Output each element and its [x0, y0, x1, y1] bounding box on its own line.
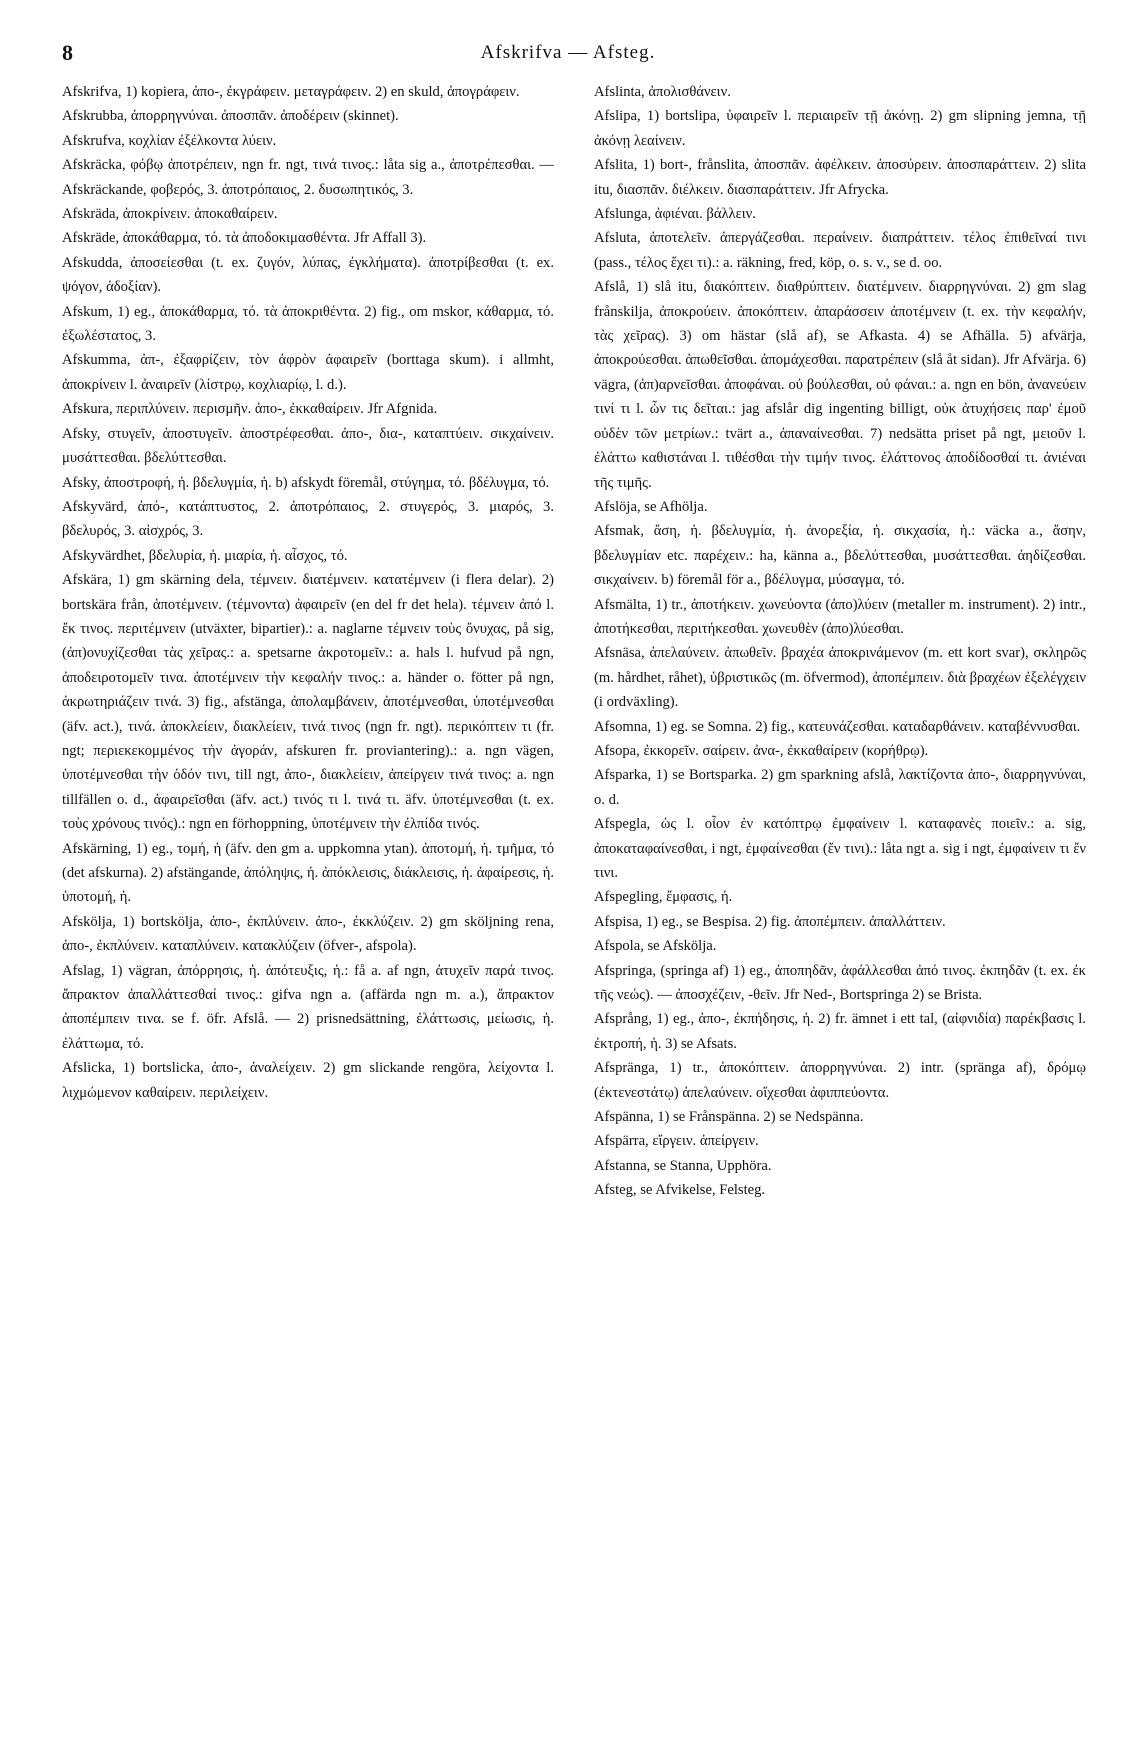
dictionary-entry: Afsparka, 1) se Bortsparka. 2) gm sparkning afslå, λακτίζοντα ἀπο-, διαρρηγνύναι, o. d. — [594, 767, 1086, 808]
dictionary-entry: Afskära, 1) gm skärning dela, τέμνειν. διατέμνειν. κατατέμνειν (i flera delar). 2) bortskära från, ἀποτέμνειν. (τέμνοντα) ἀφαιρεῖν (en del fr det hela). τέμνειν ἀπό l. ἔκ τινος. περιτέμνειν (utväxter, bipartier).: a. naglarne τέμνειν τοὺς ὄνυχας, på sig, (ἀπ)ονυχίζεσθαι τὰς χεῖρας.: a. spetsarne ἀκροτομεῖν.: a. hals l. hufvud på ngn, ἀποδειροτομεῖν τινα. ἀποτέμνειν τὴν κεφαλήν τινος.: a. händer o. fötter på ngn, ἀκρωτηριάζειν τινά. 3) fig., afstänga, ἀπολαμβάνειν, ἀποτέμνεσθαι, ὑποτέμνεσθαι (äfv. act.), τινά. ἀποκλείειν, διακλείειν, τινά τινος (ngn fr. ngt). περικόπτειν τι (fr. ngt; περιεκεκομμένος τὴν ἀγοράν, afskuren fr. proviantering).: a. ngn vägen, ὑποτέμνεσθαι τὴν ὁδόν τινι, till ngt, ἀπο-, διακλείειν, ἀπείργειν τινά τινος: a. ngn tillfällen o. d., ἀφαιρεῖσθαι (äfv. act.) τινός τι l. τινά τι. äfv. ὑποτέμνεσθαι (t. ex. τοὺς χρόνους τινός).: ngn en förhoppning, ὑποτέμνειν τὴν ἐλπίδα τινός. — [62, 572, 554, 833]
dictionary-entry: Afsmak, ἄση, ἡ. βδελυγμία, ἡ. ἀνορεξία, ἡ. σικχασία, ἡ.: väcka a., ἄσην, βδελυγμίαν etc. παρέχειν.: ha, känna a., βδελύττεσθαι, μυσάττεσθαι. ἀηδίζεσθαι. σικχαίνειν. b) föremål för a., βδέλυγμα, μύσαγμα, τό. — [594, 523, 1086, 589]
dictionary-entry: Afslipa, 1) bortslipa, ὑφαιρεῖν l. περιαιρεῖν τῇ ἀκόνῃ. 2) gm slipning jemna, τῇ ἀκόνῃ λεαίνειν. — [594, 108, 1086, 149]
dictionary-entry: Afskudda, ἀποσείεσθαι (t. ex. ζυγόν, λύπας, ἐγκλήματα). ἀποτρίβεσθαι (t. ex. ψόγον, ἀδοξίαν). — [62, 254, 554, 296]
dictionary-entry: Afsky, στυγεῖν, ἀποστυγεῖν. ἀποστρέφεσθαι. ἀπο-, δια-, καταπτύειν. σικχαίνειν. μυσάττεσθαι. βδελύττεσθαι. — [62, 425, 554, 467]
dictionary-entry: Afslå, 1) slå itu, διακόπτειν. διαθρύπτειν. διατέμνειν. διαρρηγνύναι. 2) gm slag frånskilja, ἀποκρούειν. ἀποκόπτειν. ἀπαράσσειν ἀποτέμνειν (t. ex. τὴν κεφαλήν, τὰς χεῖρας). 3) om hästar (slå af), se Afkasta. 4) se Afhälla. 5) afvärja, ἀποκρούεσθαι. ἀπωθεῖσθαι. ἀπομάχεσθαι. παρατρέπειν (slå åt sidan). Jfr Afvärja. 6) vägra, (ἀπ)αρνεῖσθαι. ἀποφάναι. οὐ βούλεσθαι, οὐ φάναι.: a. ngn en bön, ἀνανεύειν τινί τι l. ὧν τις δεῖται.: jag afslår dig ingenting billigt, οὐκ ἀτυχήσεις παρ' ἐμοῦ οὐδὲν τῶν μετρίων.: tvärt a., ἀπαναίνεσθαι. 7) nedsätta priset på ngt, μειοῦν l. ἐλάττω καθιστάναι l. τιθέσθαι τὴν τιμήν τινος. ἐλάττονος ἀποδίδοσθαί τι. ἀνιέναι τῆς τιμῆς. — [594, 279, 1086, 491]
dictionary-entry: Afskumma, ἀπ-, ἐξαφρίζειν, τὸν ἀφρὸν ἀφαιρεῖν (borttaga skum). i allmht, ἀποκρίνειν l. ἀναιρεῖν (λίστρῳ, κοχλιαρίῳ, l. d.). — [62, 352, 554, 393]
dictionary-entry: Afsprång, 1) eg., ἀπο-, ἐκπήδησις, ἡ. 2) fr. ämnet i ett tal, (αἰφνιδία) παρέκβασις l. ἐκτροπή, ἡ. 3) se Afsats. — [594, 1011, 1086, 1052]
dictionary-entry: Afsnäsa, ἀπελαύνειν. ἀπωθεῖν. βραχέα ἀποκρινάμενον (m. ett kort svar), σκληρῶς (m. hårdhet, råhet), ὑβριστικῶς (m. öfvermod), ἀποπέμπειν. διὰ βραχέων ἐξελέγχειν (i ordväxling). — [594, 645, 1086, 711]
dictionary-entry: Afskräda, ἀποκρίνειν. ἀποκαθαίρειν. — [62, 206, 278, 223]
dictionary-entry: Afspränga, 1) tr., ἀποκόπτειν. ἀπορρηγνύναι. 2) intr. (spränga af), δρόμῳ (ἐκτενεστάτῳ) ἀπελαύνειν. οἴχεσθαι ἀφιππεύοντα. — [594, 1060, 1086, 1101]
dictionary-entry: Afspegling, ἔμφασις, ἡ. — [594, 889, 733, 906]
dictionary-entry: Afskräde, ἀποκάθαρμα, τό. τὰ ἀποδοκιμασθέντα. Jfr Affall 3). — [62, 230, 427, 247]
dictionary-entry: Afspärra, εἴργειν. ἀπείργειν. — [594, 1133, 759, 1150]
dictionary-entry: Afstanna, se Stanna, Upphöra. — [594, 1157, 772, 1174]
dictionary-entry: Afsteg, se Afvikelse, Felsteg. — [594, 1182, 766, 1199]
dictionary-entry: Afsomna, 1) eg. se Somna. 2) fig., κατευνάζεσθαι. καταδαρθάνειν. καταβέννυσθαι. — [594, 718, 1081, 735]
dictionary-entry: Afspegla, ὡς l. οἷον ἐν κατόπτρῳ ἐμφαίνειν l. καταφανὲς ποιεῖν.: a. sig, ἀποκαταφαίνεσθαι, i ngt, ἐμφαίνεσθαι (ἔν τινι).: låta ngt a. sig i ngt, ἐμφαίνειν τι ἔν τινι. — [594, 816, 1086, 881]
dictionary-entry: Afspänna, 1) se Frånspänna. 2) se Nedspänna. — [594, 1109, 864, 1126]
dictionary-entry: Afspisa, 1) eg., se Bespisa. 2) fig. ἀποπέμπειν. ἀπαλλάττειν. — [594, 913, 946, 930]
dictionary-entry: Afskärning, 1) eg., τομή, ἡ (äfv. den gm a. uppkomna ytan). ἀποτομή, ἡ. τμῆμα, τό (det afskurna). 2) afstängande, ἀπόληψις, ἡ. ἀπόκλεισις, διάκλεισις, ἡ. ἀφαίρεσις, ἡ. ὑποτομή, ἡ. — [62, 840, 554, 906]
dictionary-entry: Afskrubba, ἀπορρηγνύναι. ἀποσπᾶν. ἀποδέρειν (skinnet). — [62, 108, 399, 125]
dictionary-entry: Afskura, περιπλύνειν. περισμῆν. ἀπο-, ἐκκαθαίρειν. Jfr Afgnida. — [62, 401, 438, 418]
dictionary-entry: Afslag, 1) vägran, ἀπόρρησις, ἡ. ἀπότευξις, ἡ.: få a. af ngn, ἀτυχεῖν παρά τινος. ἄπρακτον ἀπαλλάττεσθαί τινος.: gifva ngn a. (affärda ngn m. a.), ἄπρακτον ἀποπέμπειν τινα. se f. öfr. Afslå. — 2) prisnedsättning, ἐλάττωσις, μείωσις, ἡ. ἐλάττωμα, τό. — [62, 962, 554, 1052]
dictionary-entry: Afspola, se Afskölja. — [594, 938, 717, 955]
dictionary-entry: Afslicka, 1) bortslicka, ἀπο-, ἀναλείχειν. 2) gm slickande rengöra, λείχοντα l. λιχμώμενον καθαίρειν. περιλείχειν. — [62, 1060, 554, 1101]
dictionary-entry: Afslunga, ἀφιέναι. βάλλειν. — [594, 206, 756, 223]
dictionary-entry: Afsky, ἀποστροφή, ἡ. βδελυγμία, ἡ. b) afskydt föremål, στύγημα, τό. βδέλυγμα, τό. — [62, 474, 550, 491]
right-column — [594, 80, 1086, 1203]
dictionary-entry: Afslöja, se Afhölja. — [594, 498, 708, 515]
dictionary-entry: Afslinta, ἀπολισθάνειν. — [594, 84, 731, 100]
dictionary-entry: Afsmälta, 1) tr., ἀποτήκειν. χωνεύοντα (ἀπο)λύειν (metaller m. instrument). 2) intr., ἀποτήκεσθαι, περιτήκεσθαι. χωνευθὲν (ἀπο)λύεσθαι. — [594, 596, 1086, 637]
dictionary-entry: Afskrifva, 1) kopiera, ἀπο-, ἐκγράφειν. μεταγράφειν. 2) en skuld, ἀπογράφειν. — [62, 84, 520, 100]
dictionary-entry: Afskräcka, φόβῳ ἀποτρέπειν, ngn fr. ngt, τινά τινος.: låta sig a., ἀποτρέπεσθαι. — Afskräckande, φοβερός, 3. ἀποτρόπαιος, 2. δυσωπητικός, 3. — [62, 157, 554, 198]
dictionary-entry: Afskyvärd, ἀπό-, κατάπτυστος, 2. ἀποτρόπαιος, 2. στυγερός, 3. μιαρός, 3. βδελυρός, 3. αἰσχρός, 3. — [62, 498, 554, 540]
running-head: Afskrifva — Afsteg. — [480, 42, 656, 63]
page-number: 8 — [62, 40, 73, 65]
dictionary-entry: Afskölja, 1) bortskölja, ἀπο-, ἐκπλύνειν. ἀπο-, ἐκκλύζειν. 2) gm sköljning rena, ἀπο-, ἐκπλύνειν. καταπλύνειν. κατακλύζειν (öfver-, afspola). — [62, 913, 554, 955]
left-column — [62, 80, 554, 1105]
dictionary-entry: Afskrufva, κοχλίαν ἐξέλκοντα λύειν. — [62, 132, 277, 149]
dictionary-entry: Afspringa, (springa af) 1) eg., ἀποπηδᾶν, ἀφάλλεσθαι ἀπό τινος. ἐκπηδᾶν (t. ex. ἐκ τῆς νεώς). — ἀποσχέζειν, -θεῖν. Jfr Ned-, Bortspringa 2) se Brista. — [594, 962, 1086, 1004]
dictionary-entry: Afsluta, ἀποτελεῖν. ἀπεργάζεσθαι. περαίνειν. διαπράττειν. τέλος ἐπιθεῖναί τινι (pass., τέλος ἔχει τι).: a. räkning, fred, köp, o. s. v., se d. oo. — [594, 230, 1086, 271]
dictionary-entry: Afskyvärdhet, βδελυρία, ἡ. μιαρία, ἡ. αἶσχος, τό. — [62, 547, 348, 564]
dictionary-entry: Afskum, 1) eg., ἀποκάθαρμα, τό. τὰ ἀποκριθέντα. 2) fig., om mskor, κάθαρμα, τό. ἐξωλέστατος, 3. — [62, 303, 554, 345]
dictionary-entry: Afsopa, ἐκκορεῖν. σαίρειν. ἀνα-, ἐκκαθαίρειν (κορήθρῳ). — [594, 742, 929, 759]
dictionary-entry: Afslita, 1) bort-, frånslita, ἀποσπᾶν. ἀφέλκειν. ἀποσύρειν. ἀποσπαράττειν. 2) slita itu, διασπᾶν. διέλκειν. διασπαράττειν. Jfr Afrycka. — [594, 157, 1086, 198]
